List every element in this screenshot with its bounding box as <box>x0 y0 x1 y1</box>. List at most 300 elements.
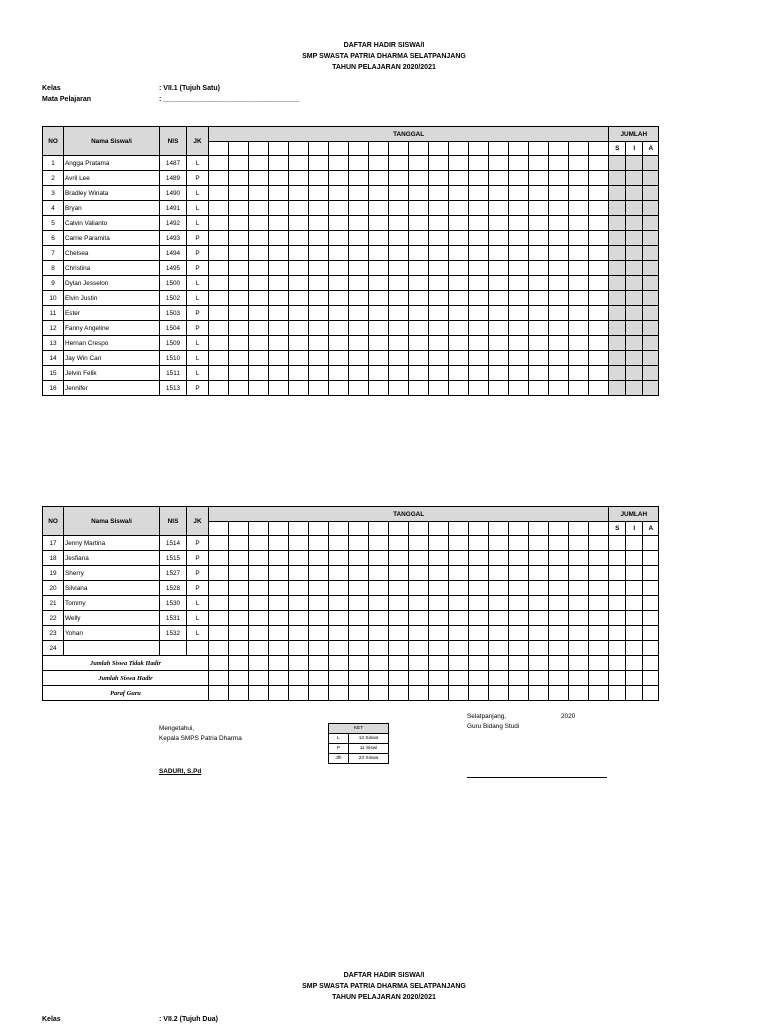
summary-cell[interactable] <box>329 671 349 686</box>
attendance-cell[interactable] <box>289 351 309 366</box>
attendance-cell[interactable] <box>249 551 269 566</box>
attendance-cell[interactable] <box>329 291 349 306</box>
attendance-cell[interactable] <box>449 306 469 321</box>
attendance-cell[interactable] <box>309 246 329 261</box>
attendance-cell[interactable] <box>509 246 529 261</box>
summary-cell[interactable] <box>489 671 509 686</box>
summary-cell[interactable] <box>529 671 549 686</box>
summary-cell[interactable] <box>269 671 289 686</box>
attendance-cell[interactable] <box>449 536 469 551</box>
attendance-cell[interactable] <box>369 641 389 656</box>
attendance-cell[interactable] <box>549 171 569 186</box>
attendance-cell[interactable] <box>409 171 429 186</box>
attendance-cell[interactable] <box>249 566 269 581</box>
attendance-cell[interactable] <box>509 551 529 566</box>
attendance-cell[interactable] <box>349 336 369 351</box>
summary-cell[interactable] <box>509 686 529 701</box>
attendance-cell[interactable] <box>449 171 469 186</box>
attendance-cell[interactable] <box>549 186 569 201</box>
attendance-cell[interactable] <box>289 276 309 291</box>
attendance-cell[interactable] <box>209 186 229 201</box>
attendance-cell[interactable] <box>469 246 489 261</box>
attendance-cell[interactable] <box>369 611 389 626</box>
attendance-cell[interactable] <box>209 366 229 381</box>
summary-cell[interactable] <box>269 656 289 671</box>
attendance-cell[interactable] <box>389 626 409 641</box>
attendance-cell[interactable] <box>289 581 309 596</box>
attendance-cell[interactable] <box>389 551 409 566</box>
attendance-cell[interactable] <box>489 156 509 171</box>
summary-cell[interactable] <box>569 656 589 671</box>
attendance-cell[interactable] <box>529 261 549 276</box>
attendance-cell[interactable] <box>329 536 349 551</box>
attendance-cell[interactable] <box>389 201 409 216</box>
attendance-cell[interactable] <box>249 351 269 366</box>
attendance-cell[interactable] <box>429 306 449 321</box>
attendance-cell[interactable] <box>409 596 429 611</box>
attendance-cell[interactable] <box>409 611 429 626</box>
summary-cell[interactable] <box>589 656 609 671</box>
attendance-cell[interactable] <box>569 581 589 596</box>
attendance-cell[interactable] <box>309 201 329 216</box>
attendance-cell[interactable] <box>529 231 549 246</box>
attendance-cell[interactable] <box>249 171 269 186</box>
attendance-cell[interactable] <box>349 581 369 596</box>
attendance-cell[interactable] <box>409 201 429 216</box>
attendance-cell[interactable] <box>429 581 449 596</box>
attendance-cell[interactable] <box>409 366 429 381</box>
attendance-cell[interactable] <box>449 641 469 656</box>
attendance-cell[interactable] <box>369 336 389 351</box>
attendance-cell[interactable] <box>549 581 569 596</box>
summary-cell[interactable] <box>549 656 569 671</box>
attendance-cell[interactable] <box>489 566 509 581</box>
attendance-cell[interactable] <box>589 381 609 396</box>
attendance-cell[interactable] <box>329 626 349 641</box>
attendance-cell[interactable] <box>429 381 449 396</box>
attendance-cell[interactable] <box>509 366 529 381</box>
attendance-cell[interactable] <box>529 536 549 551</box>
summary-cell[interactable] <box>249 686 269 701</box>
attendance-cell[interactable] <box>429 171 449 186</box>
attendance-cell[interactable] <box>349 171 369 186</box>
attendance-cell[interactable] <box>349 551 369 566</box>
attendance-cell[interactable] <box>509 291 529 306</box>
attendance-cell[interactable] <box>389 291 409 306</box>
attendance-cell[interactable] <box>289 246 309 261</box>
attendance-cell[interactable] <box>569 321 589 336</box>
attendance-cell[interactable] <box>409 321 429 336</box>
attendance-cell[interactable] <box>249 216 269 231</box>
attendance-cell[interactable] <box>569 276 589 291</box>
attendance-cell[interactable] <box>249 336 269 351</box>
attendance-cell[interactable] <box>269 611 289 626</box>
attendance-cell[interactable] <box>549 641 569 656</box>
attendance-cell[interactable] <box>209 231 229 246</box>
attendance-cell[interactable] <box>369 366 389 381</box>
summary-cell[interactable] <box>449 671 469 686</box>
attendance-cell[interactable] <box>369 551 389 566</box>
attendance-cell[interactable] <box>389 231 409 246</box>
attendance-cell[interactable] <box>509 216 529 231</box>
attendance-cell[interactable] <box>309 626 329 641</box>
attendance-cell[interactable] <box>229 581 249 596</box>
summary-cell[interactable] <box>349 686 369 701</box>
attendance-cell[interactable] <box>489 551 509 566</box>
attendance-cell[interactable] <box>329 321 349 336</box>
attendance-cell[interactable] <box>269 351 289 366</box>
attendance-cell[interactable] <box>569 291 589 306</box>
attendance-cell[interactable] <box>509 566 529 581</box>
attendance-cell[interactable] <box>449 291 469 306</box>
attendance-cell[interactable] <box>429 186 449 201</box>
attendance-cell[interactable] <box>469 351 489 366</box>
attendance-cell[interactable] <box>249 596 269 611</box>
attendance-cell[interactable] <box>549 551 569 566</box>
attendance-cell[interactable] <box>369 231 389 246</box>
summary-cell[interactable] <box>209 656 229 671</box>
attendance-cell[interactable] <box>389 366 409 381</box>
attendance-cell[interactable] <box>249 321 269 336</box>
attendance-cell[interactable] <box>229 336 249 351</box>
attendance-cell[interactable] <box>449 611 469 626</box>
attendance-cell[interactable] <box>229 291 249 306</box>
attendance-cell[interactable] <box>529 611 549 626</box>
attendance-cell[interactable] <box>329 261 349 276</box>
attendance-cell[interactable] <box>569 351 589 366</box>
attendance-cell[interactable] <box>289 551 309 566</box>
attendance-cell[interactable] <box>329 641 349 656</box>
attendance-cell[interactable] <box>569 626 589 641</box>
attendance-cell[interactable] <box>449 216 469 231</box>
summary-cell[interactable] <box>309 686 329 701</box>
attendance-cell[interactable] <box>549 366 569 381</box>
attendance-cell[interactable] <box>229 231 249 246</box>
attendance-cell[interactable] <box>269 366 289 381</box>
attendance-cell[interactable] <box>389 536 409 551</box>
attendance-cell[interactable] <box>429 611 449 626</box>
summary-cell[interactable] <box>289 656 309 671</box>
attendance-cell[interactable] <box>449 366 469 381</box>
attendance-cell[interactable] <box>449 246 469 261</box>
summary-cell[interactable] <box>349 671 369 686</box>
attendance-cell[interactable] <box>529 276 549 291</box>
attendance-cell[interactable] <box>529 216 549 231</box>
attendance-cell[interactable] <box>529 566 549 581</box>
attendance-cell[interactable] <box>289 201 309 216</box>
attendance-cell[interactable] <box>489 351 509 366</box>
attendance-cell[interactable] <box>269 336 289 351</box>
attendance-cell[interactable] <box>489 626 509 641</box>
attendance-cell[interactable] <box>469 201 489 216</box>
attendance-cell[interactable] <box>309 186 329 201</box>
attendance-cell[interactable] <box>349 201 369 216</box>
attendance-cell[interactable] <box>349 641 369 656</box>
summary-cell[interactable] <box>529 656 549 671</box>
attendance-cell[interactable] <box>349 611 369 626</box>
attendance-cell[interactable] <box>289 261 309 276</box>
attendance-cell[interactable] <box>349 246 369 261</box>
attendance-cell[interactable] <box>369 276 389 291</box>
attendance-cell[interactable] <box>469 291 489 306</box>
attendance-cell[interactable] <box>549 596 569 611</box>
attendance-cell[interactable] <box>389 641 409 656</box>
attendance-cell[interactable] <box>409 261 429 276</box>
attendance-cell[interactable] <box>229 276 249 291</box>
attendance-cell[interactable] <box>489 381 509 396</box>
attendance-cell[interactable] <box>589 351 609 366</box>
attendance-cell[interactable] <box>469 171 489 186</box>
attendance-cell[interactable] <box>489 261 509 276</box>
attendance-cell[interactable] <box>269 231 289 246</box>
attendance-cell[interactable] <box>549 611 569 626</box>
attendance-cell[interactable] <box>449 321 469 336</box>
attendance-cell[interactable] <box>449 381 469 396</box>
attendance-cell[interactable] <box>489 201 509 216</box>
attendance-cell[interactable] <box>369 321 389 336</box>
attendance-cell[interactable] <box>289 216 309 231</box>
attendance-cell[interactable] <box>409 581 429 596</box>
attendance-cell[interactable] <box>369 186 389 201</box>
attendance-cell[interactable] <box>229 536 249 551</box>
summary-cell[interactable] <box>229 656 249 671</box>
attendance-cell[interactable] <box>469 566 489 581</box>
attendance-cell[interactable] <box>309 216 329 231</box>
attendance-cell[interactable] <box>549 306 569 321</box>
attendance-cell[interactable] <box>369 261 389 276</box>
attendance-cell[interactable] <box>569 231 589 246</box>
attendance-cell[interactable] <box>549 351 569 366</box>
attendance-cell[interactable] <box>329 366 349 381</box>
attendance-cell[interactable] <box>549 626 569 641</box>
summary-cell[interactable] <box>329 656 349 671</box>
attendance-cell[interactable] <box>329 231 349 246</box>
attendance-cell[interactable] <box>289 156 309 171</box>
attendance-cell[interactable] <box>309 276 329 291</box>
attendance-cell[interactable] <box>289 596 309 611</box>
summary-cell[interactable] <box>489 686 509 701</box>
attendance-cell[interactable] <box>469 581 489 596</box>
attendance-cell[interactable] <box>469 306 489 321</box>
attendance-cell[interactable] <box>209 536 229 551</box>
attendance-cell[interactable] <box>269 381 289 396</box>
attendance-cell[interactable] <box>289 566 309 581</box>
attendance-cell[interactable] <box>389 321 409 336</box>
attendance-cell[interactable] <box>569 551 589 566</box>
attendance-cell[interactable] <box>389 566 409 581</box>
attendance-cell[interactable] <box>529 321 549 336</box>
summary-cell[interactable] <box>209 686 229 701</box>
attendance-cell[interactable] <box>289 536 309 551</box>
attendance-cell[interactable] <box>249 306 269 321</box>
attendance-cell[interactable] <box>489 336 509 351</box>
attendance-cell[interactable] <box>409 276 429 291</box>
summary-cell[interactable] <box>369 671 389 686</box>
attendance-cell[interactable] <box>249 581 269 596</box>
attendance-cell[interactable] <box>509 186 529 201</box>
attendance-cell[interactable] <box>269 276 289 291</box>
attendance-cell[interactable] <box>229 246 249 261</box>
attendance-cell[interactable] <box>529 306 549 321</box>
attendance-cell[interactable] <box>349 536 369 551</box>
attendance-cell[interactable] <box>429 626 449 641</box>
attendance-cell[interactable] <box>589 551 609 566</box>
attendance-cell[interactable] <box>329 336 349 351</box>
attendance-cell[interactable] <box>529 596 549 611</box>
attendance-cell[interactable] <box>449 156 469 171</box>
attendance-cell[interactable] <box>569 641 589 656</box>
attendance-cell[interactable] <box>489 366 509 381</box>
summary-cell[interactable] <box>389 671 409 686</box>
attendance-cell[interactable] <box>369 626 389 641</box>
attendance-cell[interactable] <box>369 201 389 216</box>
attendance-cell[interactable] <box>449 336 469 351</box>
attendance-cell[interactable] <box>389 171 409 186</box>
attendance-cell[interactable] <box>369 156 389 171</box>
attendance-cell[interactable] <box>369 381 389 396</box>
summary-cell[interactable] <box>369 656 389 671</box>
attendance-cell[interactable] <box>509 641 529 656</box>
attendance-cell[interactable] <box>269 171 289 186</box>
attendance-cell[interactable] <box>589 231 609 246</box>
attendance-cell[interactable] <box>589 216 609 231</box>
attendance-cell[interactable] <box>509 231 529 246</box>
summary-cell[interactable] <box>449 686 469 701</box>
attendance-cell[interactable] <box>229 156 249 171</box>
attendance-cell[interactable] <box>449 551 469 566</box>
attendance-cell[interactable] <box>209 551 229 566</box>
attendance-cell[interactable] <box>309 551 329 566</box>
attendance-cell[interactable] <box>489 581 509 596</box>
attendance-cell[interactable] <box>329 201 349 216</box>
attendance-cell[interactable] <box>469 276 489 291</box>
attendance-cell[interactable] <box>509 276 529 291</box>
attendance-cell[interactable] <box>589 566 609 581</box>
attendance-cell[interactable] <box>549 261 569 276</box>
attendance-cell[interactable] <box>589 171 609 186</box>
attendance-cell[interactable] <box>469 321 489 336</box>
attendance-cell[interactable] <box>369 291 389 306</box>
attendance-cell[interactable] <box>209 276 229 291</box>
attendance-cell[interactable] <box>209 581 229 596</box>
attendance-cell[interactable] <box>549 276 569 291</box>
summary-cell[interactable] <box>509 671 529 686</box>
attendance-cell[interactable] <box>469 231 489 246</box>
attendance-cell[interactable] <box>509 336 529 351</box>
attendance-cell[interactable] <box>309 581 329 596</box>
attendance-cell[interactable] <box>309 366 329 381</box>
attendance-cell[interactable] <box>349 321 369 336</box>
attendance-cell[interactable] <box>309 611 329 626</box>
attendance-cell[interactable] <box>549 156 569 171</box>
attendance-cell[interactable] <box>409 351 429 366</box>
attendance-cell[interactable] <box>329 306 349 321</box>
attendance-cell[interactable] <box>289 291 309 306</box>
summary-cell[interactable] <box>229 671 249 686</box>
attendance-cell[interactable] <box>229 551 249 566</box>
summary-cell[interactable] <box>209 671 229 686</box>
summary-cell[interactable] <box>429 686 449 701</box>
summary-cell[interactable] <box>469 671 489 686</box>
attendance-cell[interactable] <box>369 581 389 596</box>
attendance-cell[interactable] <box>449 231 469 246</box>
attendance-cell[interactable] <box>289 171 309 186</box>
attendance-cell[interactable] <box>469 261 489 276</box>
attendance-cell[interactable] <box>229 186 249 201</box>
attendance-cell[interactable] <box>429 336 449 351</box>
attendance-cell[interactable] <box>469 536 489 551</box>
attendance-cell[interactable] <box>589 201 609 216</box>
attendance-cell[interactable] <box>209 626 229 641</box>
attendance-cell[interactable] <box>389 186 409 201</box>
attendance-cell[interactable] <box>569 611 589 626</box>
attendance-cell[interactable] <box>509 611 529 626</box>
attendance-cell[interactable] <box>329 276 349 291</box>
attendance-cell[interactable] <box>569 186 589 201</box>
attendance-cell[interactable] <box>509 321 529 336</box>
attendance-cell[interactable] <box>389 351 409 366</box>
attendance-cell[interactable] <box>309 336 329 351</box>
attendance-cell[interactable] <box>449 276 469 291</box>
attendance-cell[interactable] <box>369 306 389 321</box>
attendance-cell[interactable] <box>269 321 289 336</box>
attendance-cell[interactable] <box>249 276 269 291</box>
attendance-cell[interactable] <box>369 171 389 186</box>
attendance-cell[interactable] <box>489 246 509 261</box>
attendance-cell[interactable] <box>329 216 349 231</box>
attendance-cell[interactable] <box>509 381 529 396</box>
summary-cell[interactable] <box>389 686 409 701</box>
attendance-cell[interactable] <box>289 336 309 351</box>
attendance-cell[interactable] <box>429 596 449 611</box>
attendance-cell[interactable] <box>349 596 369 611</box>
attendance-cell[interactable] <box>229 321 249 336</box>
summary-cell[interactable] <box>489 656 509 671</box>
attendance-cell[interactable] <box>589 366 609 381</box>
attendance-cell[interactable] <box>429 216 449 231</box>
attendance-cell[interactable] <box>429 321 449 336</box>
attendance-cell[interactable] <box>249 626 269 641</box>
summary-cell[interactable] <box>289 671 309 686</box>
attendance-cell[interactable] <box>249 231 269 246</box>
attendance-cell[interactable] <box>229 201 249 216</box>
attendance-cell[interactable] <box>369 536 389 551</box>
attendance-cell[interactable] <box>589 611 609 626</box>
summary-cell[interactable] <box>409 656 429 671</box>
attendance-cell[interactable] <box>229 641 249 656</box>
attendance-cell[interactable] <box>589 626 609 641</box>
attendance-cell[interactable] <box>449 566 469 581</box>
attendance-cell[interactable] <box>389 276 409 291</box>
attendance-cell[interactable] <box>469 551 489 566</box>
attendance-cell[interactable] <box>409 231 429 246</box>
attendance-cell[interactable] <box>209 156 229 171</box>
attendance-cell[interactable] <box>569 566 589 581</box>
summary-cell[interactable] <box>349 656 369 671</box>
attendance-cell[interactable] <box>349 291 369 306</box>
attendance-cell[interactable] <box>389 596 409 611</box>
attendance-cell[interactable] <box>209 261 229 276</box>
attendance-cell[interactable] <box>309 536 329 551</box>
attendance-cell[interactable] <box>369 566 389 581</box>
attendance-cell[interactable] <box>329 381 349 396</box>
attendance-cell[interactable] <box>529 156 549 171</box>
attendance-cell[interactable] <box>549 216 569 231</box>
attendance-cell[interactable] <box>349 261 369 276</box>
attendance-cell[interactable] <box>549 536 569 551</box>
summary-cell[interactable] <box>309 671 329 686</box>
attendance-cell[interactable] <box>589 536 609 551</box>
